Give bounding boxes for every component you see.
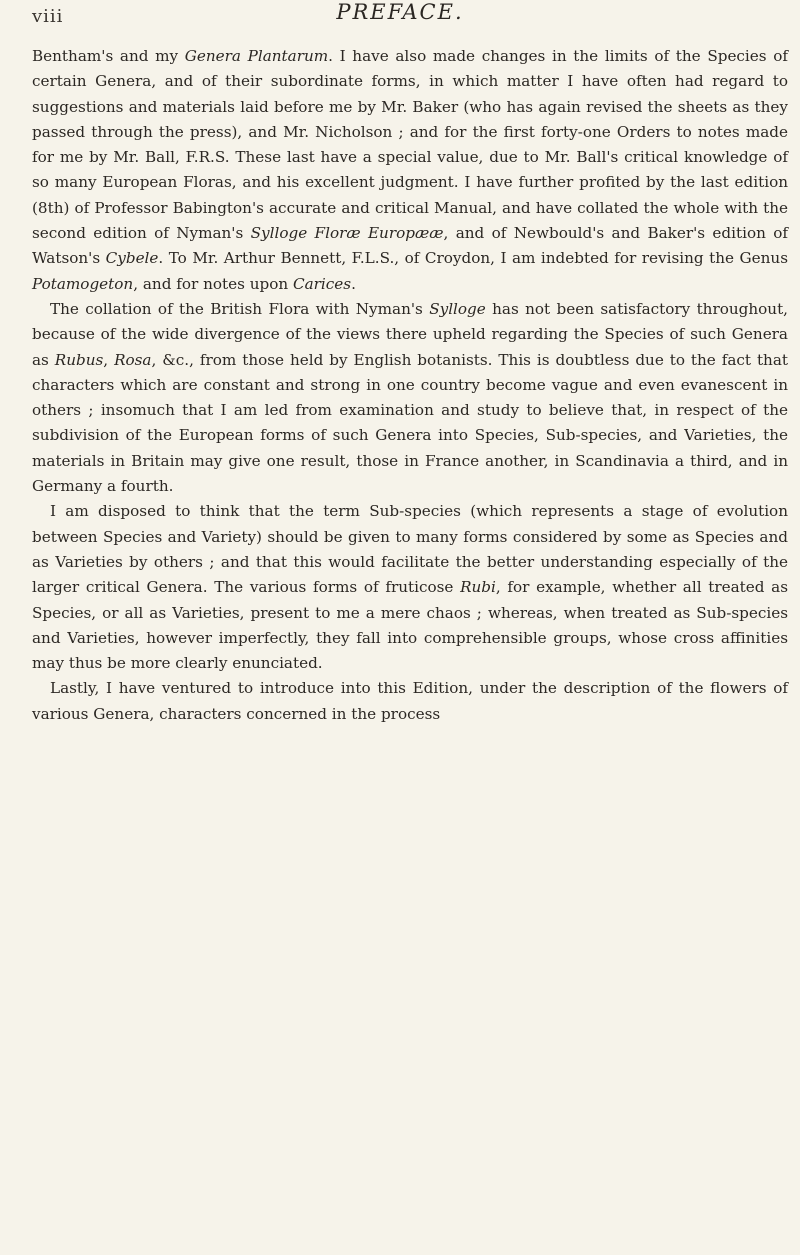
text-run: , for example, whether all treated as Species, or all as Varieties, present to me a mere chaos ; whereas, when treated as Sub-species and Varieties, however imperfectly, they fall into comprehensible groups, whose cross affinities may thus be more clearly enunciated. <box>32 578 788 673</box>
text-run: I am disposed to think that the term Sub-species (which represents a stage of evolution between Species and Variety) should be given to many forms considered by some as Species and as Varieties by others ; and that this would facilitate the better understanding especially of the larger critical Genera. The various forms of fruticose <box>32 502 788 597</box>
italic-term: Genera Plantarum <box>184 47 329 65</box>
text-run: , and for notes upon <box>133 274 293 293</box>
italic-term: Rubus <box>54 350 104 369</box>
text-run: , <box>103 350 115 369</box>
italic-term: Potamogeton <box>32 274 134 293</box>
text-run: Lastly, I have ventured to introduce into this Edition, under the description of the flowers of various Genera, characters concerned in the process <box>32 679 788 723</box>
running-head: PREFACE. <box>336 0 464 24</box>
paragraph <box>32 297 788 499</box>
text-run: has not been satisfactory throughout, because of the wide divergence of the views there upheld regarding the Species of such Genera as <box>32 299 788 369</box>
text-run: Bentham's and my <box>32 47 185 65</box>
paragraph <box>32 44 788 297</box>
text-run: The collation of the British Flora with Nyman's <box>50 299 430 318</box>
paragraph <box>32 676 788 727</box>
body-text <box>32 44 788 727</box>
italic-term: Rubi <box>460 578 496 597</box>
italic-term: Sylloge <box>429 299 486 318</box>
italic-term: Cybele <box>105 249 159 268</box>
text-run: . <box>351 274 356 293</box>
italic-term: Sylloge Floræ Europææ <box>250 224 444 243</box>
italic-term: Carices <box>293 274 352 293</box>
text-run: , &c., from those held by English botanists. This is doubtless due to the fact that characters which are constant and strong in one country become vague and even evanescent in others ; insomuch that I am led from examination and study to believe that, in respect of the subdivision of the European forms of such Genera into Species, Sub-species, and Varieties, the materials in Britain may give one result, those in France another, in Scandinavia a third, and in Germany a fourth. <box>32 350 788 496</box>
text-run: . I have also made changes in the limits of the Species of certain Genera, and of their subordinate forms, in which matter I have often had regard to suggestions and materials laid before me by Mr. Baker (who has again revised the sheets as they passed through the press), and Mr. Nicholson ; and for the first forty-one Orders to notes made for me by Mr. Ball, F.R.S. These last have a special value, due to Mr. Ball's critical knowledge of so many European Floras, and his excellent judgment. I have further profited by the last edition (8th) of Professor Babington's accurate and critical Manual, and have collated the whole with the second edition of Nyman's <box>32 47 789 243</box>
italic-term: Rosa <box>114 350 152 369</box>
paragraph <box>32 499 788 676</box>
page-number: viii <box>32 6 64 27</box>
text-run: , and of Newbould's and Baker's edition of Watson's <box>32 224 789 268</box>
text-run: . To Mr. Arthur Bennett, F.L.S., of Croydon, I am indebted for revising the Genus <box>158 249 788 268</box>
